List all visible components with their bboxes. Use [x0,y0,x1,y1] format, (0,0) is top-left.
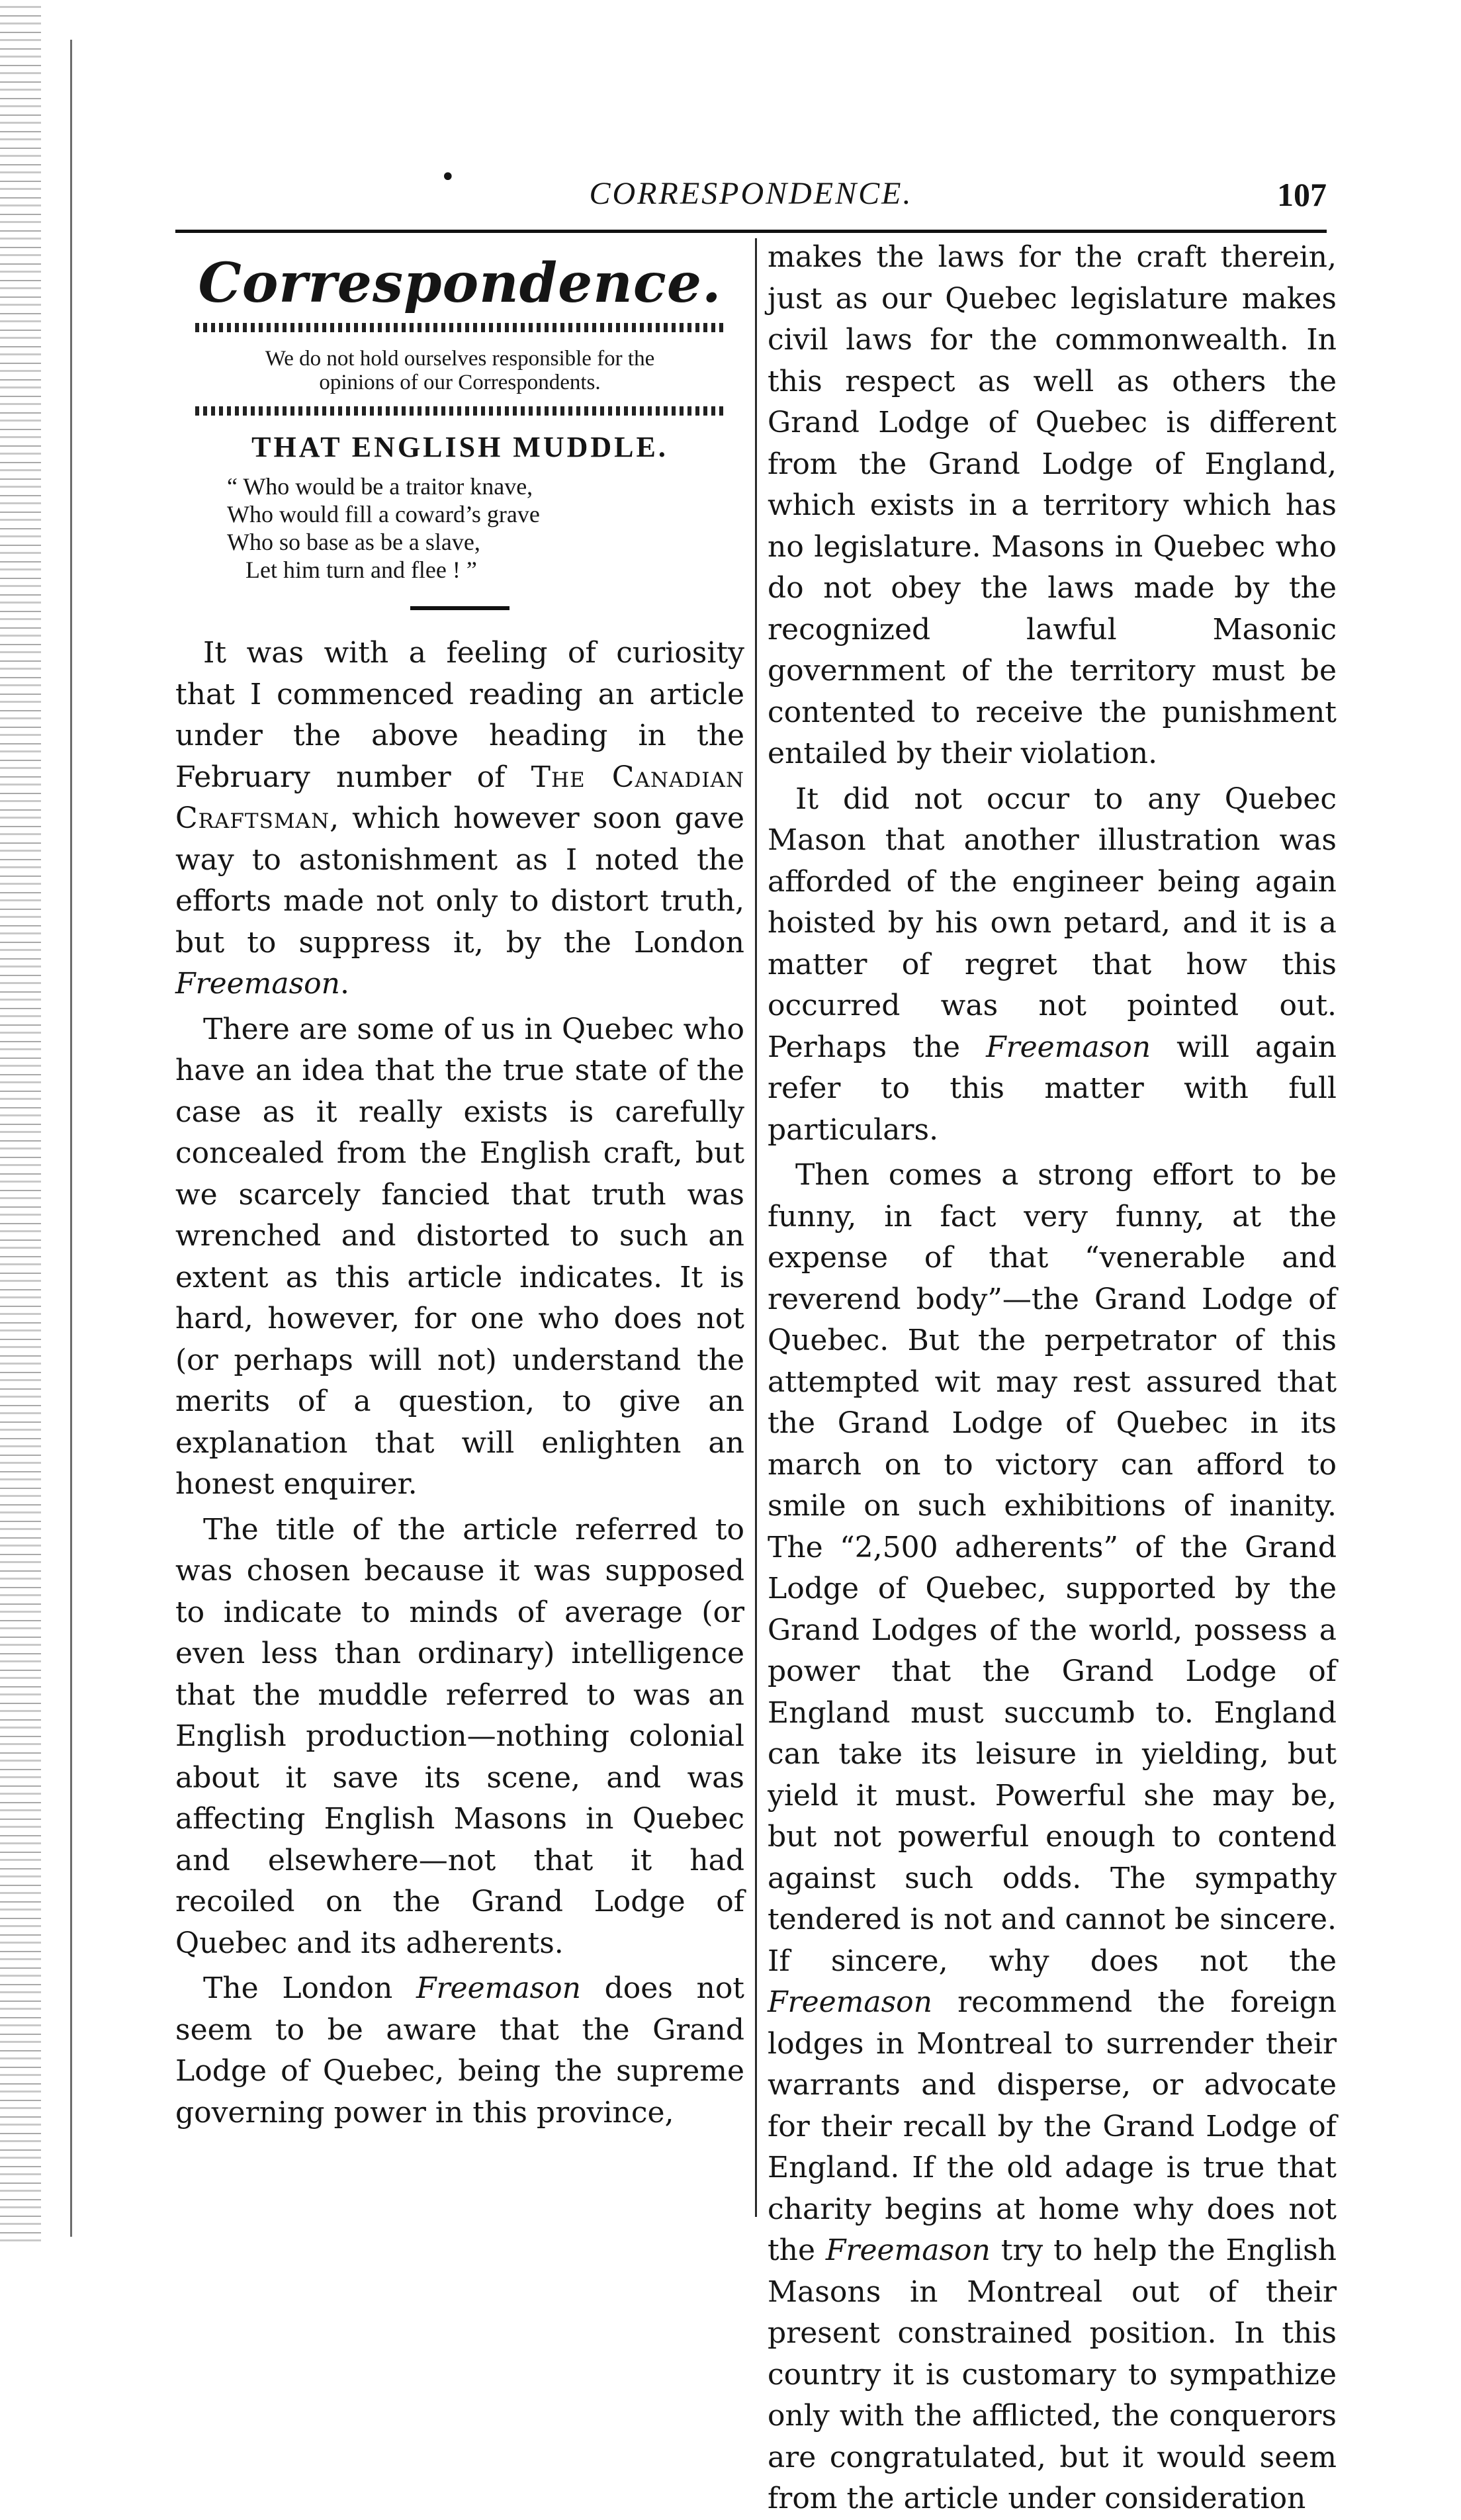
publication-name: Freemason [986,1030,1151,1064]
header-rule [175,230,1327,233]
column-divider [755,238,757,2217]
short-rule [410,606,509,610]
section-heading: Correspondence. [198,251,722,315]
body-paragraph: Then comes a strong effort to be funny, in fact very funny, at the expense of that “venerable and reverend body”—the Grand Lodge of Quebec. But the perpetrator of this attempted wit may rest assured that the Grand Lodge of Quebec in its march on to victory can afford to smile on such exhibitions of inanity. The “2,500 adherents” of the Grand Lodge of Quebec, supported by the Grand Lodges of the world, possess a power that the Grand Lodge of England must succumb to. England can take its leisure in yielding, but yield it must. Powerful she may be, but not powerful enough to contend against such odds. The sympathy tendered is not and cannot be sincere. If sincere, why does not the Freemason recommend the foreign lodges in Montreal to surrender their warrants and disperse, or advocate for their recall by the Grand Lodge of England. If the old adage is true that charity begins at home why does not the Freemason try to help the English Masons in Montreal out of their present constrained position. In this country it is customary to sympathize only with the afflicted, the conquerors are congratulated, but it would seem from the article under consideration [768,1158,1337,2515]
running-title: CORRESPONDENCE. [589,176,913,211]
body-paragraph: makes the laws for the craft therein, just as our Quebec legislature makes civil laws for the commonwealth. In this respect as well as others the Grand Lodge of Quebec is different from the Grand Lodge of England, which exists in a territory which has no legislature. Masons in Quebec who do not obey the laws made by the recognized lawful Masonic government of the territory must be contented to receive the punishment entailed by their violation. [768,240,1337,770]
publication-name: Freemason [175,967,341,1001]
binding-line [70,40,72,2237]
wavy-rule-bottom [195,406,725,416]
left-column [175,237,744,2134]
body-paragraph: There are some of us in Quebec who have an idea that the true state of the case as it really exists is carefully concealed from the English craft, but we scarcely fancied that truth was wrenched and distorted to such an extent as this article indicates. It is hard, however, for one who does not (or perhaps will not) understand the merits of a question, to give an explanation that will enlighten an honest enquirer. [175,1012,744,1501]
verse-line: Who so base as be a slave, [227,529,480,555]
right-column [768,237,1337,2520]
wavy-rule-top [195,323,725,332]
article-title: THAT ENGLISH MUDDLE. [251,431,668,463]
publication-name: The Canadian Craftsman [175,760,744,835]
verse-line: Who would fill a coward’s grave [227,501,540,527]
page-number: 107 [1277,176,1327,213]
publication-name: Freemason [825,2233,991,2267]
verse-line: Let him turn and flee ! ” [245,557,477,583]
body-paragraph: The London Freemason does not seem to be aware that the Grand Lodge of Quebec, being the supreme governing power in this province, [175,1971,744,2130]
disclaimer [175,339,744,400]
body-paragraph: The title of the article referred to was chosen because it was supposed to indicate to minds of average (or even less than ordinary) intelligence that the muddle referred to was an English production—nothing colonial about it save its scene, and was affecting English Masons in Quebec and elsewhere—not that it had recoiled on the Grand Lodge of Quebec and its adherents. [175,1512,744,1960]
publication-name: Freemason [768,1985,933,2019]
verse-line: “ Who would be a traitor knave, [227,473,533,500]
body-paragraph: It did not occur to any Quebec Mason that another illustration was afforded of the engineer being again hoisted by his own petard, and it is a matter of regret that how this occurred was not pointed out. Perhaps the Freemason will again refer to this matter with full particulars. [768,782,1337,1147]
binding-edge [0,0,41,2247]
header-dot: • [440,162,456,193]
running-head [175,162,1327,222]
disclaimer-line: opinions of our Correspondents. [319,371,601,394]
epigraph-verse [175,472,744,584]
body-paragraph: It was with a feeling of curiosity that I commenced reading an article under the above heading in the February number of The Canadian Craftsman, which however soon gave way to astonishment as I noted the efforts made not only to distort truth, but to suppress it, by the London Freemason. [175,636,744,1001]
disclaimer-line: We do not hold ourselves responsible for the [265,347,655,371]
publication-name: Freemason [416,1971,581,2005]
